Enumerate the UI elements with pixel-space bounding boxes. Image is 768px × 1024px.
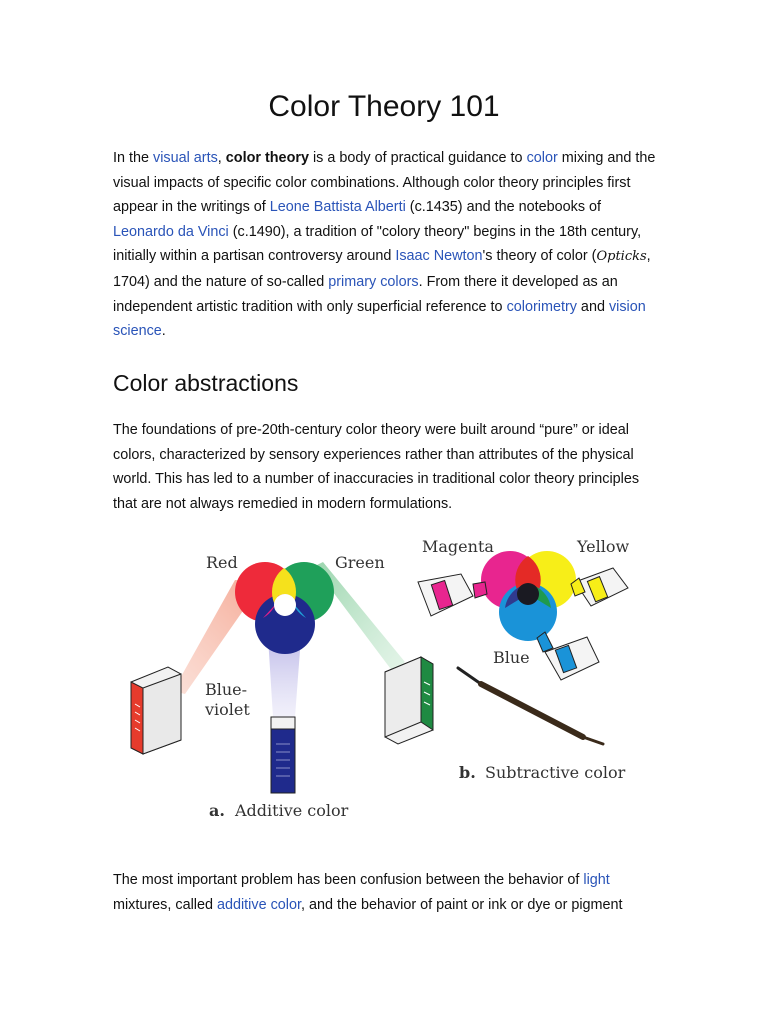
color-mixing-figure [113,522,658,832]
intro-paragraph [113,146,658,344]
magenta-paint-tube [418,574,487,616]
intro-text: . From there it developed as an independent artistic tradition with only superficial reference to [113,273,618,315]
problem-text: The most important problem has been confusion between the behavior of [113,872,584,888]
intro-text: is a body of practical guidance to [308,150,527,166]
opticks-title: Opticks [596,249,647,265]
yellow-paint-tube [571,568,628,606]
intro-text: mixing and the visual impacts of specific color combinations. Although color theory principles first appear in the writings of [113,150,656,216]
cyan-paint-tube [537,632,599,680]
link-additive-color[interactable]: additive color [216,896,301,913]
link-da-vinci[interactable]: Leonardo da Vinci [113,223,229,240]
label-blue-sub: Blue [493,648,530,667]
white-overlap [274,594,296,616]
problem-text: , and the behavior of paint or ink or dye or pigment [300,896,623,913]
abstractions-paragraph: The foundations of pre-20th-century color theory were built around “pure” or ideal colors, characterized by sensory experiences rather than attributes of the physical world. This has led to a number of inaccuracies in traditional color theory principles that are not always remedied in modern formulations. [113,422,640,512]
green-projector [385,657,433,744]
intro-text: , 1704) and the nature of so-called [113,248,651,290]
page-title: Color Theory 101 [268,90,500,123]
term-color-theory: color theory [225,150,309,166]
paintbrush [458,668,603,744]
additive-circles [235,562,334,654]
label-blue-violet-2: violet [205,700,250,719]
caption-subtractive: Subtractive color [485,763,626,782]
intro-text: , [217,150,226,166]
intro-text: (c.1435) and the notebooks of [405,199,602,216]
problem-text: mixtures, called [113,896,217,913]
label-green: Green [335,553,385,572]
link-vision-science[interactable]: vision science [113,298,646,340]
blue-projector [271,717,295,793]
problem-paragraph [113,868,658,917]
link-colorimetry[interactable]: colorimetry [506,298,577,315]
caption-additive: Additive color [235,801,349,820]
section-heading: Color abstractions [113,370,299,396]
link-alberti[interactable]: Leone Battista Alberti [269,199,406,216]
intro-text: 's theory of color ( [482,248,597,265]
red-projector [131,667,181,754]
label-blue-violet-1: Blue- [205,680,248,699]
label-red: Red [206,553,238,572]
label-yellow: Yellow [577,537,630,556]
link-visual-arts[interactable]: visual arts [153,150,218,166]
link-light[interactable]: light [583,872,610,888]
subtractive-circles [481,551,576,641]
intro-text: (c.1490), a tradition of "colory theory" begins in the 18th century, initially within a partisan controversy around [113,223,642,265]
intro-text: In the [113,150,154,166]
label-magenta: Magenta [422,537,494,556]
black-overlap [517,583,539,605]
link-color[interactable]: color [526,150,558,166]
color-diagram [113,522,658,832]
intro-text: . [161,323,166,340]
caption-b-letter: b. [459,763,476,782]
intro-text: and [576,298,609,315]
link-isaac-newton[interactable]: Isaac Newton [395,248,483,265]
link-primary-colors[interactable]: primary colors [328,273,419,290]
caption-a-letter: a. [209,801,225,820]
